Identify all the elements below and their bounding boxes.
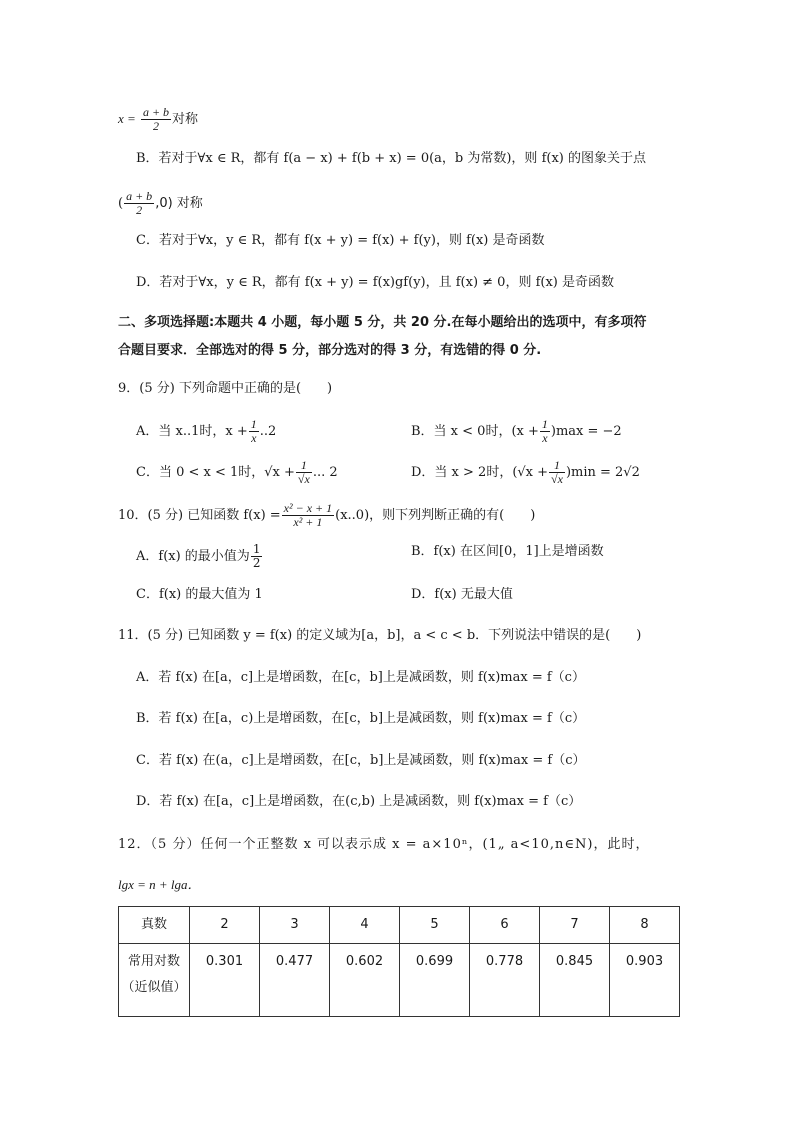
q12-stem-line2: lgx = n + lga． — [118, 877, 201, 892]
q8-option-c: C．若对于∀x，y ∈ R，都有 f(x + y) = f(x) + f(y)，则 f(x) 是奇函数 — [136, 233, 545, 248]
table-cell: 0.477 — [260, 944, 330, 1017]
table-cell: 0.778 — [470, 944, 540, 1017]
q10-option-d: D．f(x) 无最大值 — [411, 587, 513, 602]
q11-stem: 11．(5 分) 已知函数 y = f(x) 的定义域为[a，b]，a < c < b．下列说法中错误的是( ) — [118, 628, 642, 643]
fraction: $\frac{\text{x² − x + 1}}{\text{x² + 1}}$ — [283, 501, 333, 529]
q9-option-a: A．当 x..1时，x + $\frac{1}{x}$ ..2 — [136, 417, 277, 445]
table-cell: 5 — [400, 907, 470, 944]
q8-option-d: D．若对于∀x，y ∈ R，都有 f(x + y) = f(x)gf(y)，且 f(x) ≠ 0，则 f(x) 是奇函数 — [136, 275, 615, 290]
section2-heading-line2: 合题目要求．全部选对的得 5 分，部分选对的得 3 分，有选错的得 0 分. — [118, 343, 542, 358]
q9-option-c: C．当 0 < x < 1时，√x + $\frac{1}{√x}$ ... 2 — [136, 458, 338, 486]
q12-stem-line1: 12．（5 分）任何一个正整数 x 可以表示成 x = a×10ⁿ，(1„ a<10,n∈N)，此时， — [118, 837, 650, 852]
q9-option-b: B．当 x < 0时，(x + $\frac{1}{x}$ )max = −2 — [411, 417, 622, 445]
q10-option-a: A．f(x) 的最小值为 $\frac{1}{2}$ — [136, 542, 261, 570]
table-cell: 4 — [330, 907, 400, 944]
q8-option-b-line2: ( $\frac{a + b}{2}$ ,0) 对称 — [118, 189, 203, 217]
q11-option-b: B．若 f(x) 在[a，c)上是增函数，在[c，b]上是减函数，则 f(x)max = f（c） — [136, 711, 586, 726]
q11-option-c: C．若 f(x) 在(a，c]上是增函数，在[c，b]上是减函数，则 f(x)max = f（c） — [136, 753, 586, 768]
table-cell: 真数 — [119, 907, 190, 944]
table-header-row — [119, 907, 680, 944]
table-cell: 0.602 — [330, 944, 400, 1017]
q9-option-d: D．当 x > 2时，(√x + $\frac{1}{√x}$ )min = 2√2 — [411, 458, 640, 486]
table-cell: 0.699 — [400, 944, 470, 1017]
table-cell: 0.301 — [190, 944, 260, 1017]
table-cell: 0.903 — [610, 944, 680, 1017]
fraction: $\frac{1}{√x}$ — [551, 458, 563, 486]
fraction: $\frac{a + b}{2}$ — [126, 189, 153, 217]
table-cell: 0.845 — [540, 944, 610, 1017]
table-cell: 8 — [610, 907, 680, 944]
q10-option-c: C．f(x) 的最大值为 1 — [136, 587, 263, 602]
q9-stem: 9．(5 分) 下列命题中正确的是( ) — [118, 381, 333, 396]
fraction: $\frac{1}{2}$ — [252, 542, 261, 570]
fraction: $\frac{1}{x}$ — [541, 417, 548, 445]
q10-stem: 10．(5 分) 已知函数 f(x) = $\frac{\text{x² − x + 1}}{\text{x² + 1}}$ (x..0)，则下列判断正确的有( ) — [118, 501, 536, 529]
fraction: $\frac{a + b}{2}$ — [142, 105, 170, 133]
table-cell: 2 — [190, 907, 260, 944]
section2-heading-line1: 二、多项选择题:本题共 4 小题，每小题 5 分，共 20 分.在每小题给出的选项中，有多项符 — [118, 315, 647, 330]
table-cell: 6 — [470, 907, 540, 944]
log-table — [118, 906, 680, 1017]
fraction: $\frac{1}{√x}$ — [297, 458, 310, 486]
q10-option-b: B．f(x) 在区间[0，1]上是增函数 — [411, 544, 604, 559]
q8-option-b-line1: B．若对于∀x ∈ R，都有 f(a − x) + f(b + x) = 0(a，b 为常数)，则 f(x) 的图象关于点 — [136, 151, 646, 166]
fraction: $\frac{1}{x}$ — [250, 417, 257, 445]
table-cell: 3 — [260, 907, 330, 944]
q8-option-a-continuation: x = $\frac{a + b}{2}$ 对称 — [118, 105, 199, 133]
table-row — [119, 944, 680, 1017]
table-row-label: 常用对数 （近似值） — [119, 944, 190, 1017]
q11-option-d: D．若 f(x) 在[a，c]上是增函数，在(c,b) 上是减函数，则 f(x)max = f（c） — [136, 794, 582, 809]
q11-option-a: A．若 f(x) 在[a，c]上是增函数，在[c，b]上是减函数，则 f(x)max = f（c） — [136, 670, 585, 685]
table-cell: 7 — [540, 907, 610, 944]
